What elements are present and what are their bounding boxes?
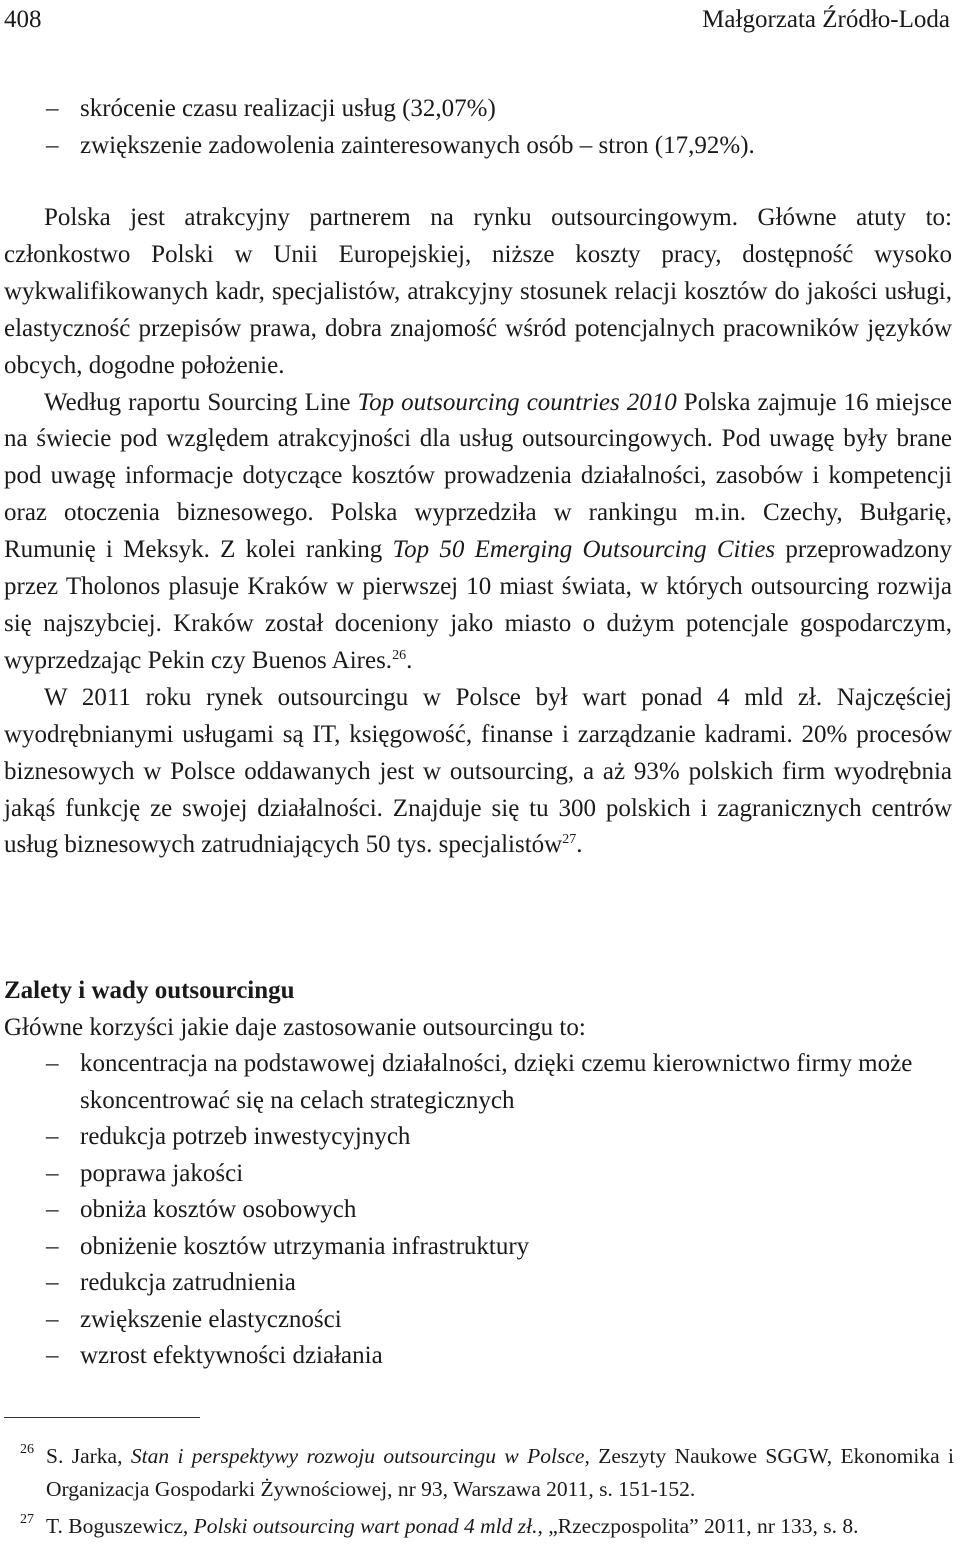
footnote-text: T. Boguszewicz,: [46, 1514, 194, 1538]
list-item-text: obniżenie kosztów utrzymania infrastruktury: [80, 1232, 530, 1260]
list-item-text: wzrost efektywności działania: [80, 1342, 383, 1369]
footnote-separator: [4, 1417, 200, 1418]
dash-marker: –: [46, 132, 59, 159]
paragraph-text: W 2011 roku rynek outsourcingu w Polsce był wart ponad 4 mld zł. Najczęściej wyodrębnianymi usługami są IT, księgowość, finanse i zarządzanie kadrami. 20% procesów biznesowych w Polsce oddawanych jest w outsourcing, a aż 93% polskich firm wyodrębnia jakąś funkcję ze swojej działalności. Znajduje się tu 300 polskich i zagranicznych centrów usług biznesowych zatrudniających 50 tys. specjalistów: [4, 683, 952, 859]
dash-marker: –: [46, 1159, 59, 1187]
list-item: [46, 127, 946, 164]
paragraph-text: .: [576, 831, 583, 859]
list-item: [4, 1302, 952, 1339]
list-item-text: redukcja zatrudnienia: [80, 1269, 296, 1296]
footnote-number: 26: [20, 1442, 34, 1457]
running-header: [4, 2, 950, 38]
list-item-text: koncentracja na podstawowej działalności, dzięki czemu kierownictwo firmy może skoncentrować się na celach strategicznych: [80, 1050, 913, 1114]
list-item: [4, 1156, 952, 1193]
dash-marker: –: [46, 1123, 59, 1150]
list-item-text: zwiększenie elastyczności: [80, 1305, 342, 1333]
list-item: [4, 1046, 952, 1119]
footnote: [4, 1440, 954, 1506]
list-item: [46, 90, 946, 127]
footnote-text: , Zeszyty Naukowe SGGW, Ekonomika i Organizacja Gospodarki Żywnościowej, nr 93, Warszawa 2011, s. 151-152.: [46, 1444, 954, 1501]
italic-title: Top outsourcing countries 2010: [357, 388, 677, 416]
dash-marker: –: [46, 1050, 59, 1077]
footnote-text: , „Rzeczpospolita” 2011, nr 133, s. 8.: [537, 1514, 859, 1538]
section-intro: Główne korzyści jakie daje zastosowanie outsourcingu to:: [4, 1014, 586, 1041]
footnote-text: S. Jarka,: [46, 1444, 131, 1468]
dash-marker: –: [46, 1305, 59, 1333]
section-advantages: [4, 972, 952, 1375]
dash-marker: –: [46, 1196, 59, 1223]
dash-marker: –: [46, 1269, 59, 1296]
footnote-reference[interactable]: 26: [392, 647, 407, 663]
footnote-reference[interactable]: 27: [562, 832, 577, 848]
benefits-list: [4, 1046, 952, 1375]
paragraph-text: przeprowadzony przez Tholonos plasuje Kraków w pierwszej 10 miast świata, w których outsourcing rozwija się najszybciej. Kraków został doceniony jako miasto o dużym potencjale gospodarczym, wyprzedzając Pekin czy Buenos Aires.: [4, 536, 953, 674]
paragraph-text: Polska jest atrakcyjny partnerem na rynku outsourcingowym. Główne atuty to: członkostwo Polski w Unii Europejskiej, niższe koszty pracy, dostępność wysoko wykwalifikowanych kadr, specjalistów, atrakcyjny stosunek relacji kosztów do jakości usługi, elastyczność przepisów prawa, dobra znajomość wśród potencjalnych pracowników języków obcych, dogodne położenie.: [4, 204, 952, 379]
footnotes: [4, 1440, 954, 1543]
paragraph: [4, 385, 952, 680]
dash-marker: –: [46, 1342, 59, 1369]
paragraph-text: Polska zajmuje 16 miejsce na świecie pod względem atrakcyjności dla usług outsourcingowych. Pod uwagę były brane pod uwagę informacje dotyczące kosztów prowadzenia działalności, zasobów i kompetencji oraz otoczenia biznesowego. Polska wyprzedziła w rankingu m.in. Czechy, Bułgarię, Rumunię i Meksyk. Z kolei ranking: [4, 388, 953, 564]
footnote-number: 27: [20, 1512, 34, 1527]
list-item: [4, 1338, 952, 1375]
paragraph: [4, 680, 952, 865]
section-heading: Zalety i wady outsourcingu: [4, 977, 295, 1004]
paragraph: [4, 200, 952, 385]
list-item: [4, 1229, 952, 1266]
footnote-title: Polski outsourcing wart ponad 4 mld zł.: [193, 1514, 538, 1538]
running-author: Małgorzata Źródło-Loda: [702, 6, 950, 33]
italic-title: Top 50 Emerging Outsourcing Cities: [392, 536, 776, 564]
list-item-text: poprawa jakości: [80, 1159, 244, 1187]
paragraph-text: .: [406, 646, 413, 674]
page-number: 408: [4, 6, 42, 33]
list-item: [4, 1192, 952, 1229]
list-item-text: obniża kosztów osobowych: [80, 1196, 357, 1223]
dash-marker: –: [46, 1232, 59, 1260]
footnote: [4, 1510, 954, 1543]
footnote-title: Stan i perspektywy rozwoju outsourcingu w Polsce: [130, 1444, 585, 1468]
list-item-text: skrócenie czasu realizacji usług (32,07%): [80, 95, 496, 122]
body-text: [4, 200, 952, 864]
list-item-text: redukcja potrzeb inwestycyjnych: [80, 1123, 411, 1150]
list-item-text: zwiększenie zadowolenia zainteresowanych osób – stron (17,92%).: [80, 132, 755, 159]
top-dash-list: [46, 90, 946, 164]
paragraph-text: Według raportu Sourcing Line: [44, 388, 358, 416]
dash-marker: –: [46, 95, 59, 122]
list-item: [4, 1265, 952, 1302]
list-item: [4, 1119, 952, 1156]
